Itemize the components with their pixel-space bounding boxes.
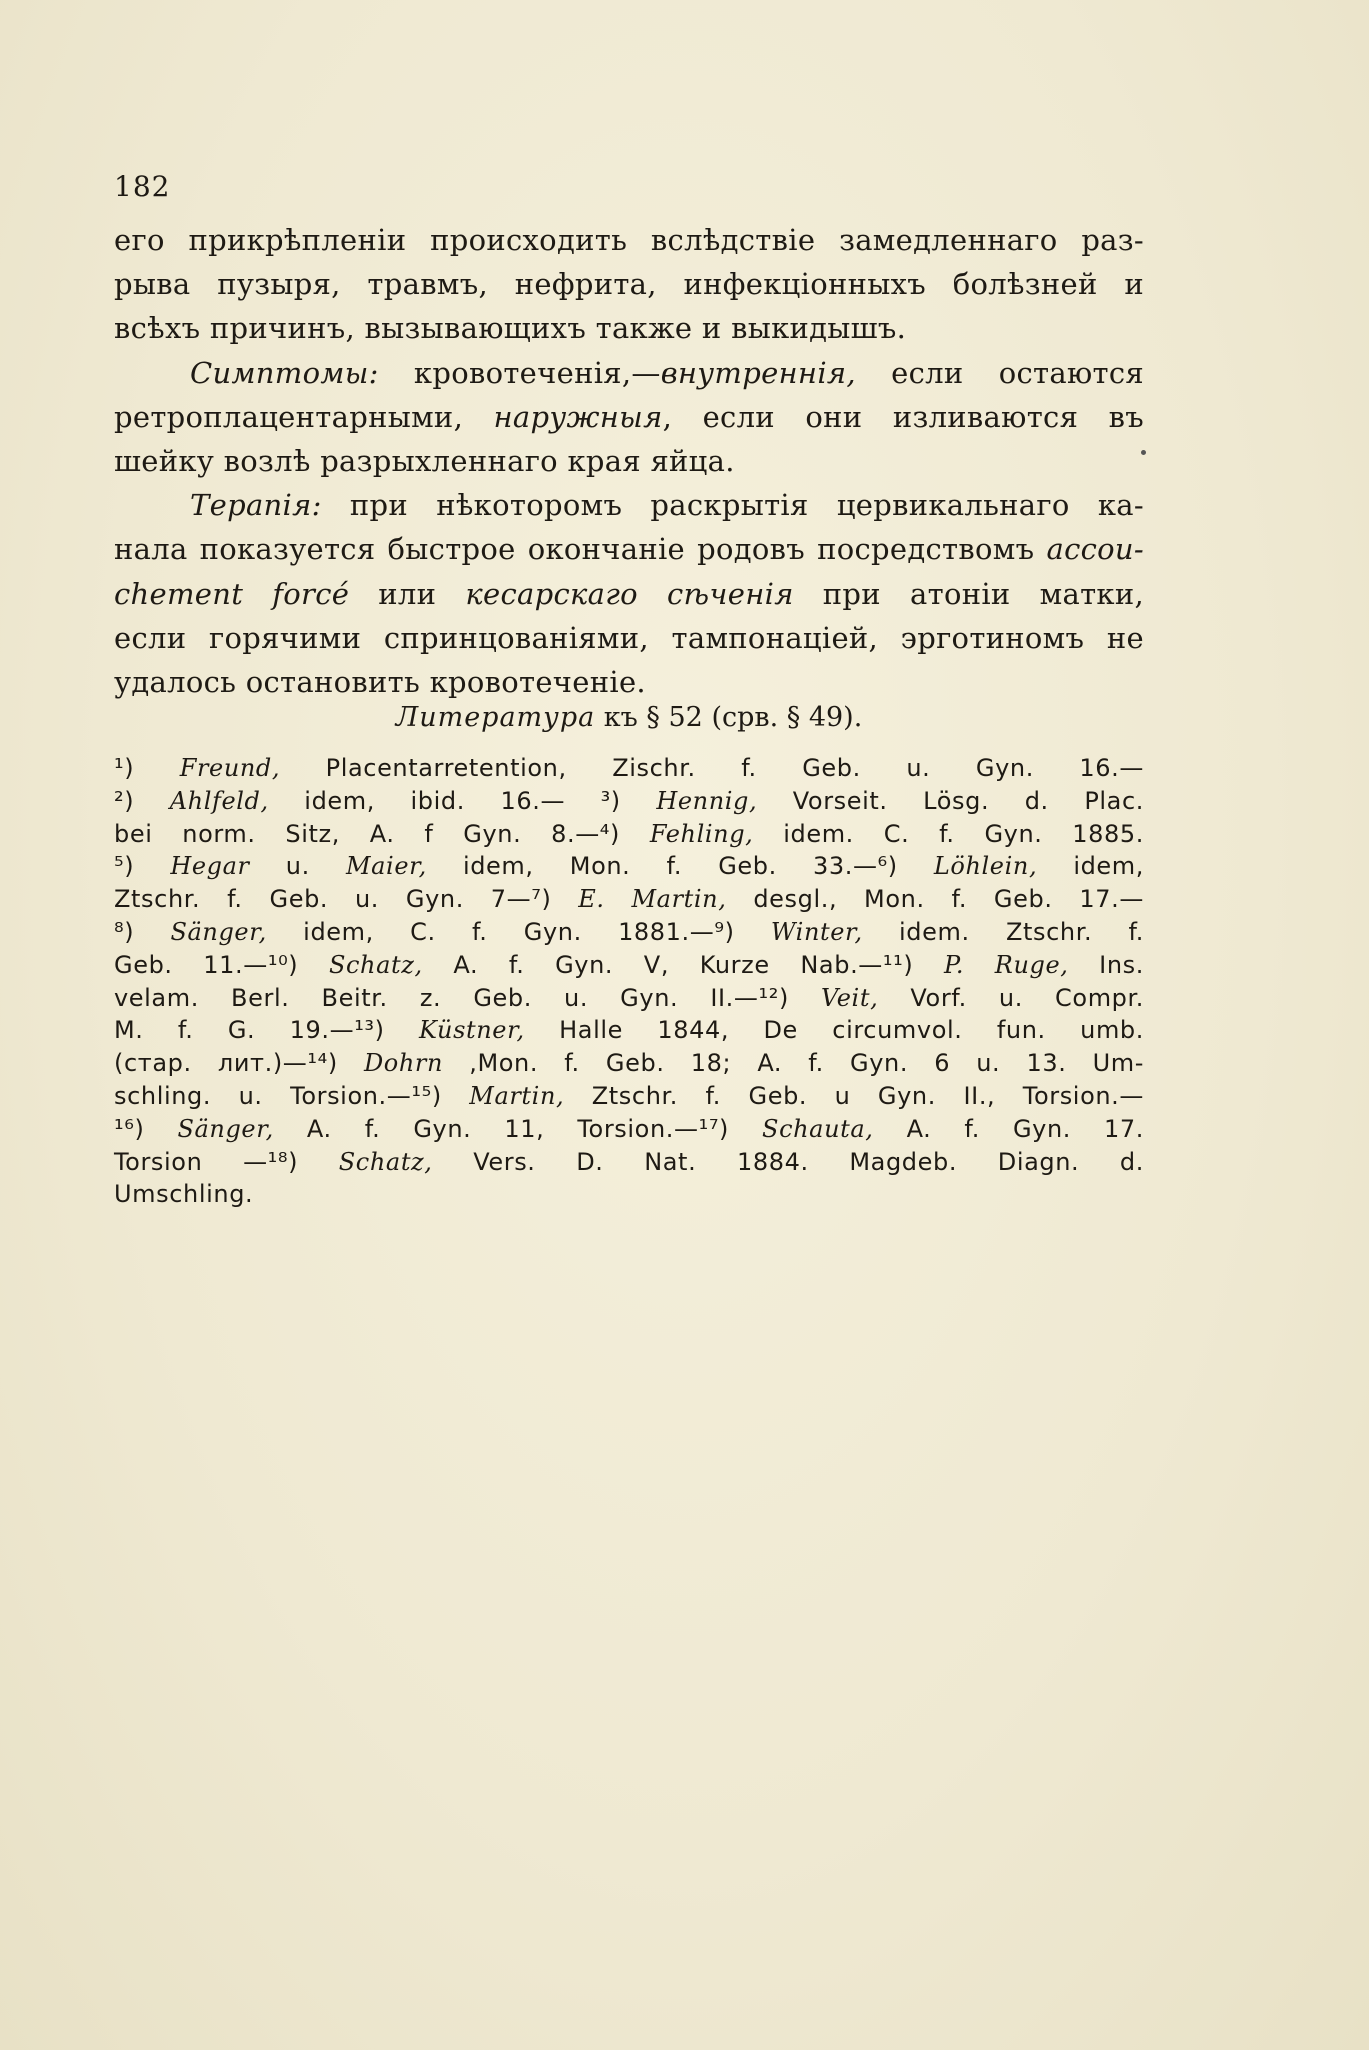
ref-marker: ¹) [114,754,180,782]
author-name: Sänger, [170,917,267,946]
text-line [114,527,1144,571]
emphasis: chement forcé [114,576,350,611]
author-name: Martin, [469,1081,565,1110]
author-name: Dohrn [363,1049,444,1078]
text-run: если остаются [855,355,1144,390]
ref-text: A. f. Gyn. V, Kurze Nab.—¹¹) [422,950,944,979]
author-name: Fehling, [649,819,754,848]
author-name: Veit, [821,983,879,1012]
author-name: Hennig, [656,786,758,815]
reference-line [114,1047,1144,1080]
ref-text: Vers. D. Nat. 1884. Magdeb. Diagn. d. [432,1147,1145,1176]
reference-line [114,752,1144,785]
reference-line [114,818,1144,851]
author-name: Löhlein, [933,852,1038,881]
ref-text: idem, Mon. f. Geb. 33.—⁶) [426,852,934,881]
ref-text: (стар. лит.)—¹⁴) [114,1049,364,1078]
ref-text: ,Mon. f. Geb. 18; A. f. Gyn. 6 u. 13. Um- [443,1049,1144,1078]
text-run: или [349,576,466,611]
ref-text: u. [249,852,346,881]
author-name: Schauta, [762,1114,874,1143]
emphasis: accou- [1046,532,1144,567]
literature-label: Литература [395,702,596,733]
ref-text: Torsion —¹⁸) [114,1147,339,1176]
text-run: при атоніи матки, [793,576,1144,611]
author-name: Winter, [770,917,863,946]
references-list [114,752,1144,1211]
text-run: при нѣкоторомъ раскрытія цервикальнаго ка- [321,488,1144,523]
section-label-therapy: Терапія: [190,488,322,523]
section-label-symptoms: Симптомы: [190,355,379,390]
emphasis: кесарскаго сѣченія [465,576,794,611]
reference-line [114,1080,1144,1113]
author-name: Schatz, [328,950,423,979]
reference-line [114,982,1144,1015]
ref-text: bei norm. Sitz, A. f Gyn. 8.—⁴) [114,819,650,848]
author-name: Hegar [170,852,250,881]
reference-line [114,785,1144,818]
ref-text: idem, C. f. Gyn. 1881.—⁹) [266,917,771,946]
literature-heading [114,702,1144,733]
main-text [114,218,1144,704]
ref-text: Ins. [1068,950,1144,979]
ref-text: desgl., Mon. f. Geb. 17.— [726,885,1144,914]
text-line: всѣхъ причинъ, вызывающихъ также и выкидышъ. [114,311,907,346]
text-line [114,483,1144,527]
ref-text: A. f. Gyn. 17. [873,1114,1145,1143]
text-line [114,351,1144,395]
author-name: Küstner, [419,1016,525,1045]
page-number: 182 [114,170,171,203]
text-line: если горячими спринцованіями, тампонаціей, эрготиномъ не [114,620,1144,655]
reference-line: Umschling. [114,1180,254,1209]
ref-text: idem. Ztschr. f. [862,917,1144,946]
author-name: Maier, [345,852,427,881]
emphasis: наружныя [493,399,663,434]
ref-text: A. f. Gyn. 11, Torsion.—¹⁷) [273,1114,763,1143]
ref-text: schling. u. Torsion.—¹⁵) [114,1081,470,1110]
reference-line [114,916,1144,949]
ref-marker: ⁵) [114,852,171,881]
ref-text: idem, [1037,852,1145,881]
ref-text: Halle 1844, De circumvol. fun. umb. [524,1016,1145,1045]
author-name: P. Ruge, [943,950,1069,979]
ref-text: Placentarretention, Zischr. f. Geb. u. Gyn. 16.— [280,754,1144,782]
reference-line [114,1014,1144,1047]
text-run: кровотеченія,— [378,355,661,390]
author-name: Freund, [179,754,281,782]
text-line: шейку возлѣ разрыхленнаго края яйца. [114,443,735,478]
ref-text: Ztschr. f. Geb. u Gyn. II., Torsion.— [564,1081,1144,1110]
text-run: ретроплацентарными, [114,399,494,434]
author-name: Ahlfeld, [169,786,269,815]
emphasis: внутреннія, [660,355,856,390]
literature-ref: къ § 52 (срв. § 49). [595,702,863,733]
reference-line [114,883,1144,916]
ref-text: M. f. G. 19.—¹³) [114,1016,420,1045]
text-line [114,572,1144,616]
text-line [114,395,1144,439]
ref-text: velam. Berl. Beitr. z. Geb. u. Gyn. II.—¹²) [114,983,822,1012]
reference-line [114,1146,1144,1179]
author-name: E. Martin, [578,885,727,914]
ref-text: idem, ibid. 16.— ³) [268,786,657,815]
ref-text: Vorf. u. Compr. [878,983,1144,1012]
ref-text: Vorseit. Lösg. d. Plac. [757,786,1144,815]
text-line: рыва пузыря, травмъ, нефрита, инфекціонныхъ болѣзней и [114,267,1144,302]
author-name: Sänger, [177,1114,274,1143]
text-run: , если они изливаются въ [662,399,1144,434]
ref-marker: ¹⁶) [114,1114,178,1143]
ref-marker: ⁸) [114,917,171,946]
text-line: его прикрѣпленіи происходить вслѣдствіе замедленнаго раз- [114,223,1144,257]
ref-text: idem. C. f. Gyn. 1885. [753,819,1144,848]
text-line: удалось остановить кровотеченіе. [114,664,646,699]
reference-line [114,949,1144,982]
print-speck [1141,450,1146,455]
author-name: Schatz, [338,1147,433,1176]
ref-text: Ztschr. f. Geb. u. Gyn. 7—⁷) [114,885,579,914]
reference-line [114,850,1144,883]
reference-line [114,1113,1144,1146]
ref-marker: ²) [114,786,170,815]
text-run: нала показуется быстрое окончаніе родовъ посредствомъ [114,532,1047,567]
ref-text: Geb. 11.—¹⁰) [114,950,329,979]
